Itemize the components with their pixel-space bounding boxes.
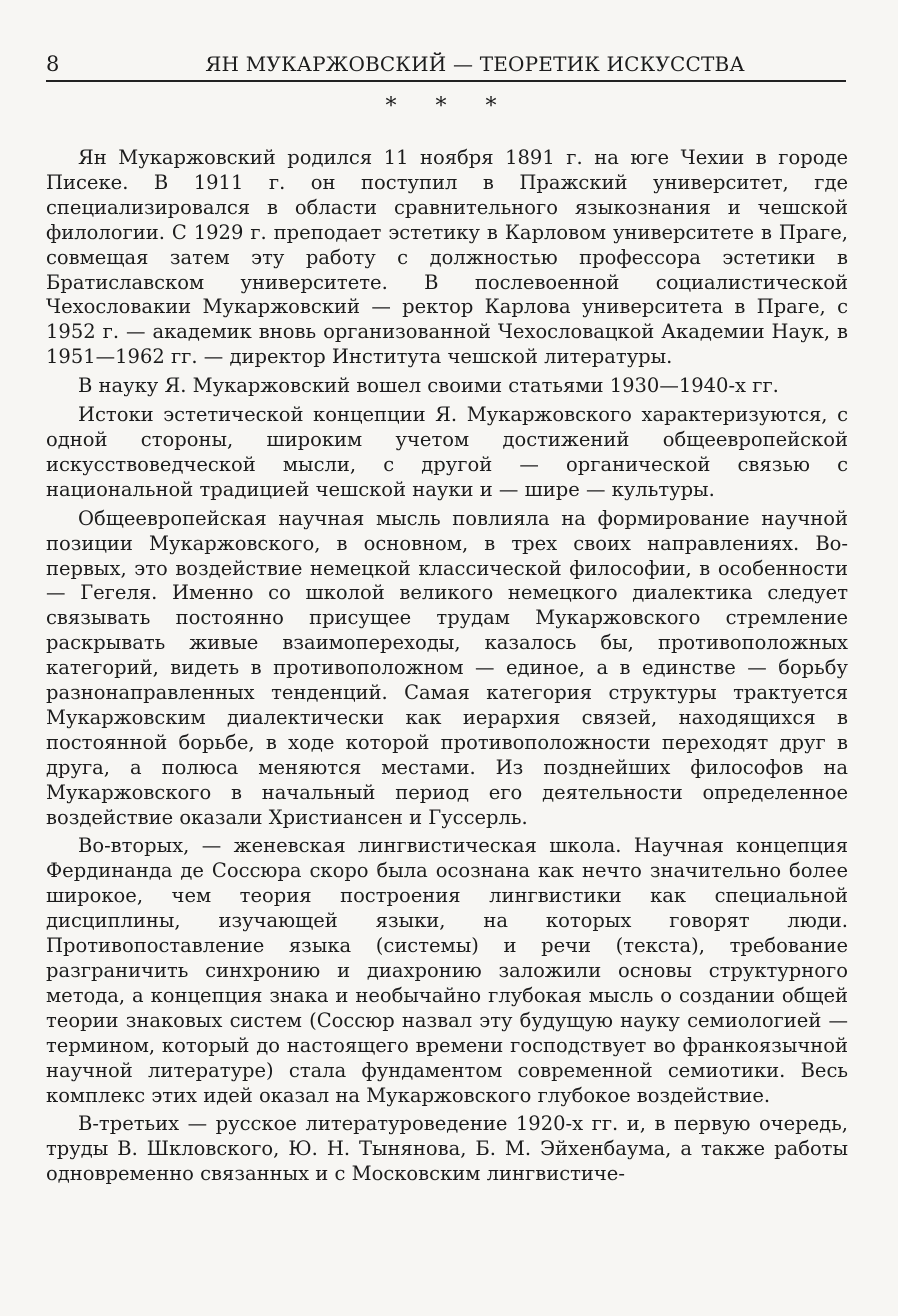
body-text xyxy=(46,146,848,1191)
running-title: ЯН МУКАРЖОВСКИЙ — ТЕОРЕТИК ИСКУССТВА xyxy=(205,52,745,76)
paragraph-biography: Ян Мукаржовский родился 11 ноября 1891 г. на юге Чехии в городе Писеке. В 1911 г. он поступил в Пражский университет, где специализировался в области сравнительного языкознания и чешской филологии. С 1929 г. преподает эстетику в Карловом университете в Праге, совмещая затем эту работу с должностью профессора эстетики в Братиславском университете. В послевоенной социалистической Чехословакии Мукаржовский — ректор Карлова университета в Праге, с 1952 г. — академик вновь организованной Чехословацкой Академии Наук, в 1951—1962 гг. — директор Института чешской литературы. xyxy=(46,146,848,369)
page-number: 8 xyxy=(46,52,60,76)
section-separator: * * * xyxy=(385,94,513,119)
paragraph-second-influence: Во-вторых, — женевская лингвистическая школа. Научная концепция Фердинанда де Соссюра скоро была осознана как нечто значительно более широкое, чем теория построения лингвистики как специальной дисциплины, изучающей языки, на которых говорят люди. Противопоставление языка (системы) и речи (текста), требование разграничить синхронию и диахронию заложили основы структурного метода, а концепция знака и необычайно глубокая мысль о создании общей теории знаковых систем (Соссюр назвал эту будущую науку семиологией — термином, который до настоящего времени господствует во франкоязычной научной литературе) стала фундаментом современной семиотики. Весь комплекс этих идей оказал на Мукаржовского глубокое воздействие. xyxy=(46,834,848,1107)
paragraph-origins: Истоки эстетической концепции Я. Мукаржовского характеризуются, с одной стороны, широким учетом достижений общеевропейской искусствоведческой мысли, с другой — органической связью с национальной традицией чешской науки и — шире — культуры. xyxy=(46,403,848,501)
page-header xyxy=(46,52,846,82)
paragraph-third-influence: В-третьих — русское литературоведение 1920-х гг. и, в первую очередь, труды В. Шкловского, Ю. Н. Тынянова, Б. М. Эйхенбаума, а также работы одновременно связанных и с Московским лингвистиче- xyxy=(46,1112,848,1186)
paragraph-debut: В науку Я. Мукаржовский вошел своими статьями 1930—1940-х гг. xyxy=(78,374,779,398)
paragraph-first-influence: Общеевропейская научная мысль повлияла на формирование научной позиции Мукаржовского, в основном, в трех своих направлениях. Во-первых, это воздействие немецкой классической философии, в особенности — Гегеля. Именно со школой великого немецкого диалектика следует связывать постоянно присущее трудам Мукаржовского стремление раскрывать живые взаимопереходы, казалось бы, противоположных категорий, видеть в противоположном — единое, а в единстве — борьбу разнонаправленных тенденций. Самая категория структуры трактуется Мукаржовским диалектически как иерархия связей, находящихся в постоянной борьбе, в ходе которой противоположности переходят друг в друга, а полюса меняются местами. Из позднейших философов на Мукаржовского в начальный период его деятельности определенное воздействие оказали Христиансен и Гуссерль. xyxy=(46,506,848,829)
